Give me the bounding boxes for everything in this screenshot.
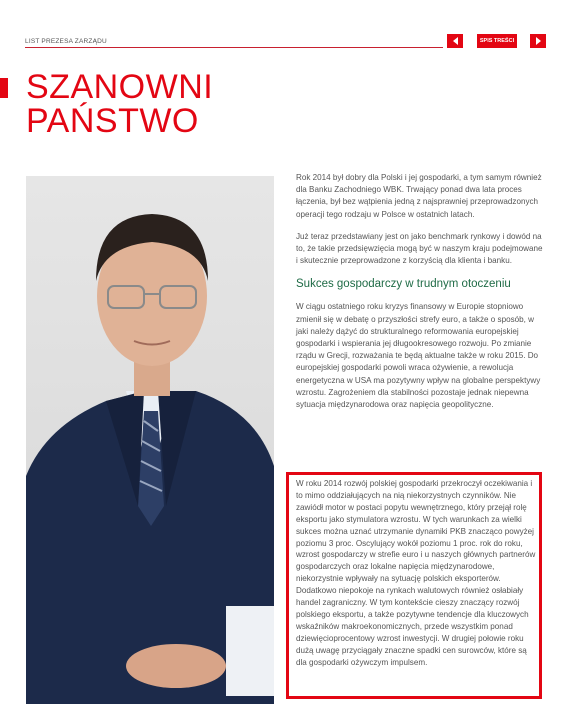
highlight-paragraph: W roku 2014 rozwój polskiej gospodarki przekroczył oczekiwania i to mimo oddziałujących na nią niekorzystnych czynników. Nie zawiódł motor w postaci popytu wewnętrznego, który przejął rolę eksportu jako stymulatora wzrostu. W tych warunkach za wielki sukces można uznać utrzymanie dynamiki PKB znacząco powyżej poziomu 3 proc. Oscylujący wokół poziomu 1 proc. rok do roku, wzrost gospodarczy w strefie euro i u naszych głównych partnerów gospodarczych oraz lokalne napięcia międzynarodowe, niekorzystnie wpływały na sytuację polskich eksporterów. Dodatkowo niepokoje na rynkach walutowych również osłabiały handel zagraniczny. W tym kontekście cieszy znaczący rozwój polskiego eksportu, a także pozytywne tendencje dla kluczowych wskaźników makroekonomicznych, przede wszystkim ponad dziewięcioprocentowy wzrost inwestycji. W drugiej połowie roku dużą uwagę przyciągały znaczne spadki cen surowców, które są dla gospodarki ożywczym impulsem. bbox=[296, 479, 536, 667]
page-title-line-2: PAŃSTWO bbox=[26, 102, 199, 140]
next-page-button[interactable] bbox=[530, 34, 546, 48]
table-of-contents-button[interactable]: SPIS TREŚCI bbox=[477, 34, 517, 48]
triangle-left-icon bbox=[453, 37, 458, 45]
page-title-line-1: SZANOWNI bbox=[26, 68, 214, 106]
section-paragraph-1: W ciągu ostatniego roku kryzys finansowy w Europie stopniowo zmienił się w debatę o przyszłości strefy euro, a także o sposób, w jaki należy dążyć do strukturalnego reformowania europejskiej gospodarki i wspierania jej długookresowego rozwoju. Po zmianie rządu w Grecji, rozważania te będą aktualne także w roku 2015. Do europejskiej gospodarki powoli wraca ożywienie, a rewolucja energetyczna w USA ma pozytywny wpływ na globalne perspektywy wzrostu. Zagrożeniem dla stabilności pozostaje jednak niepewna sytuacja międzynarodowa oraz napięcia geopolityczne. bbox=[296, 302, 541, 410]
previous-page-button[interactable] bbox=[447, 34, 463, 48]
portrait-illustration bbox=[26, 176, 274, 704]
triangle-right-icon bbox=[536, 37, 541, 45]
intro-paragraph-2: Już teraz przedstawiany jest on jako benchmark rynkowy i dowód na to, że takie przedsięwzięcia mogą być w naszym kraju podejmowane i skutecznie przeprowadzone z korzyścią dla klienta i banku. bbox=[296, 231, 543, 266]
section-subheading: Sukces gospodarczy w trudnym otoczeniu bbox=[296, 278, 511, 291]
text-column bbox=[296, 172, 546, 421]
page-header bbox=[25, 33, 547, 49]
section-label: LIST PREZESA ZARZĄDU bbox=[25, 38, 107, 45]
page-title bbox=[26, 70, 213, 138]
portrait-photo bbox=[26, 176, 274, 704]
intro-paragraph-1: Rok 2014 był dobry dla Polski i jej gospodarki, a tym samym również dla Banku Zachodniego WBK. Trwający ponad dwa lata proces łączenia, był bez wątpienia jedną z najsprawniej przeprowadzonych operacji tego rodzaju w Polsce w ostatnich latach. bbox=[296, 173, 542, 219]
title-accent-bar bbox=[0, 78, 8, 98]
header-rule bbox=[25, 47, 443, 48]
